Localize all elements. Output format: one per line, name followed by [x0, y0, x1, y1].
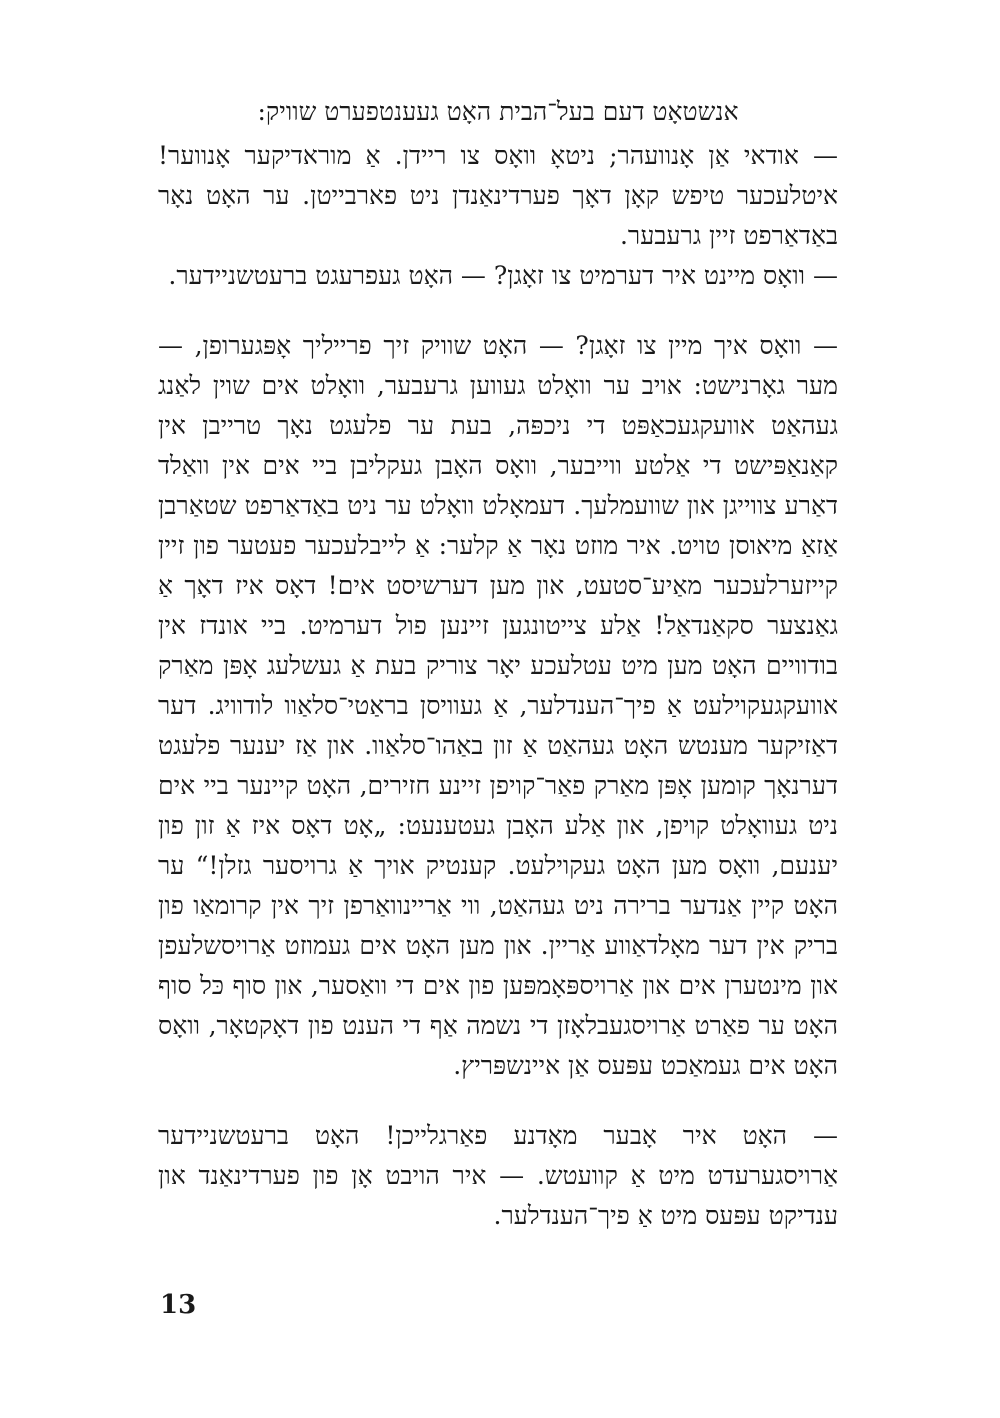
paragraph-dialogue-1: — אודאי אַן אָנוועהר; ניטאָ וואָס צו ריידן. אַ מוראדיקער אָנווער! איטלעכער טיפש קאָן דאָך פערדינאַנדן ניט פארבייטן. ער האָט נאָר באַדאַרפט זיין גרעבער.: [158, 141, 838, 250]
page-text: [158, 92, 838, 1236]
paragraph-intro: אנשטאָט דעם בעל־הבית האָט געענטפערט שוויק:: [257, 97, 739, 126]
paragraph-dialogue-3: — וואָס איך מיין צו זאָגן? — האָט שוויק זיך פרייליך אָפּגערופן, — מער גאָרנישט: אויב ער וואָלט געווען גרעבער, וואָלט אים שוין לאַנג געהאַט אוועקגעכאַפּט די ניכפּה, בעת ער פלעגט נאָך טרייבן אין קאַנאַפּישט די אַלטע ווייבער, וואָס האָבן געקליבן ביי אים אין וואַלד דאַרע צווייגן און שוועמלעך. דעמאָלט וואָלט ער ניט באַדאַרפט שטאַרבן אַזאַ מיאוסן טויט. איר מוזט נאָר אַ קלער: אַ לייבלעכער פעטער פון זיין קייזערלעכער מאַיע־סטעט, און מען דערשיסט אים! דאָס איז דאָך אַ גאַנצער סקאַנדאַל! אַלע צייטונגען זיינען פול דערמיט. ביי אונדז אין בודוויים האָט מען מיט עטלעכע יאָר צוריק בעת אַ געשלעג אָפּן מאַרק אוועקגעקוילעט אַ פיך־הענדלער, אַ געוויסן בראַטי־סלאַוו לודוויג. דער דאַזיקער מענטש האָט געהאַט אַ זון באַהו־סלאַוו. און אַז יענער פלעגט דערנאָך קומען אָפּן מאַרק פאַר־קויפן זיינע חזירים, האָט קיינער ביי אים ניט געוואָלט קויפן, און אַלע האָבן געטענעט: „אָט דאָס איז אַ זון פון יענעם, וואָס מען האָט געקוילעט. קענטיק אויך אַ גרויסער גזלן!“ ער האָט קיין אַנדער ברירה ניט געהאַט, ווי אַריינוואַרפן זיך אין קרומאַו פון בריק אין דער מאָלדאַווע אַריין. און מען האָט אים געמוזט אַרויסשלעפן און מינטערן אים און אַרויספּאָמפּען פון אים די וואַסער, און סוף כּל סוף האָט ער פאַרט אַרויסגעבלאָזן די נשמה אַף די הענט פון דאָקטאָר, וואָס האָט אים געמאַכט עפּעס אַן איינשפּריץ.: [158, 331, 839, 1080]
paragraph-dialogue-2: — וואָס מיינט איר דערמיט צו זאָגן? — האָט געפרעגט ברעטשניידער.: [168, 261, 838, 290]
paragraph-dialogue-4: — האָט איר אָבער מאָדנע פאַרגלייכן! האָט ברעטשניידער אַרויסגערעדט מיט אַ קוועטש. — איר הויבט אָן פון פערדינאַנד און ענדיקט עפּעס מיט אַ פיך־הענדלער.: [158, 1121, 838, 1230]
page-number: 13: [160, 1290, 197, 1320]
